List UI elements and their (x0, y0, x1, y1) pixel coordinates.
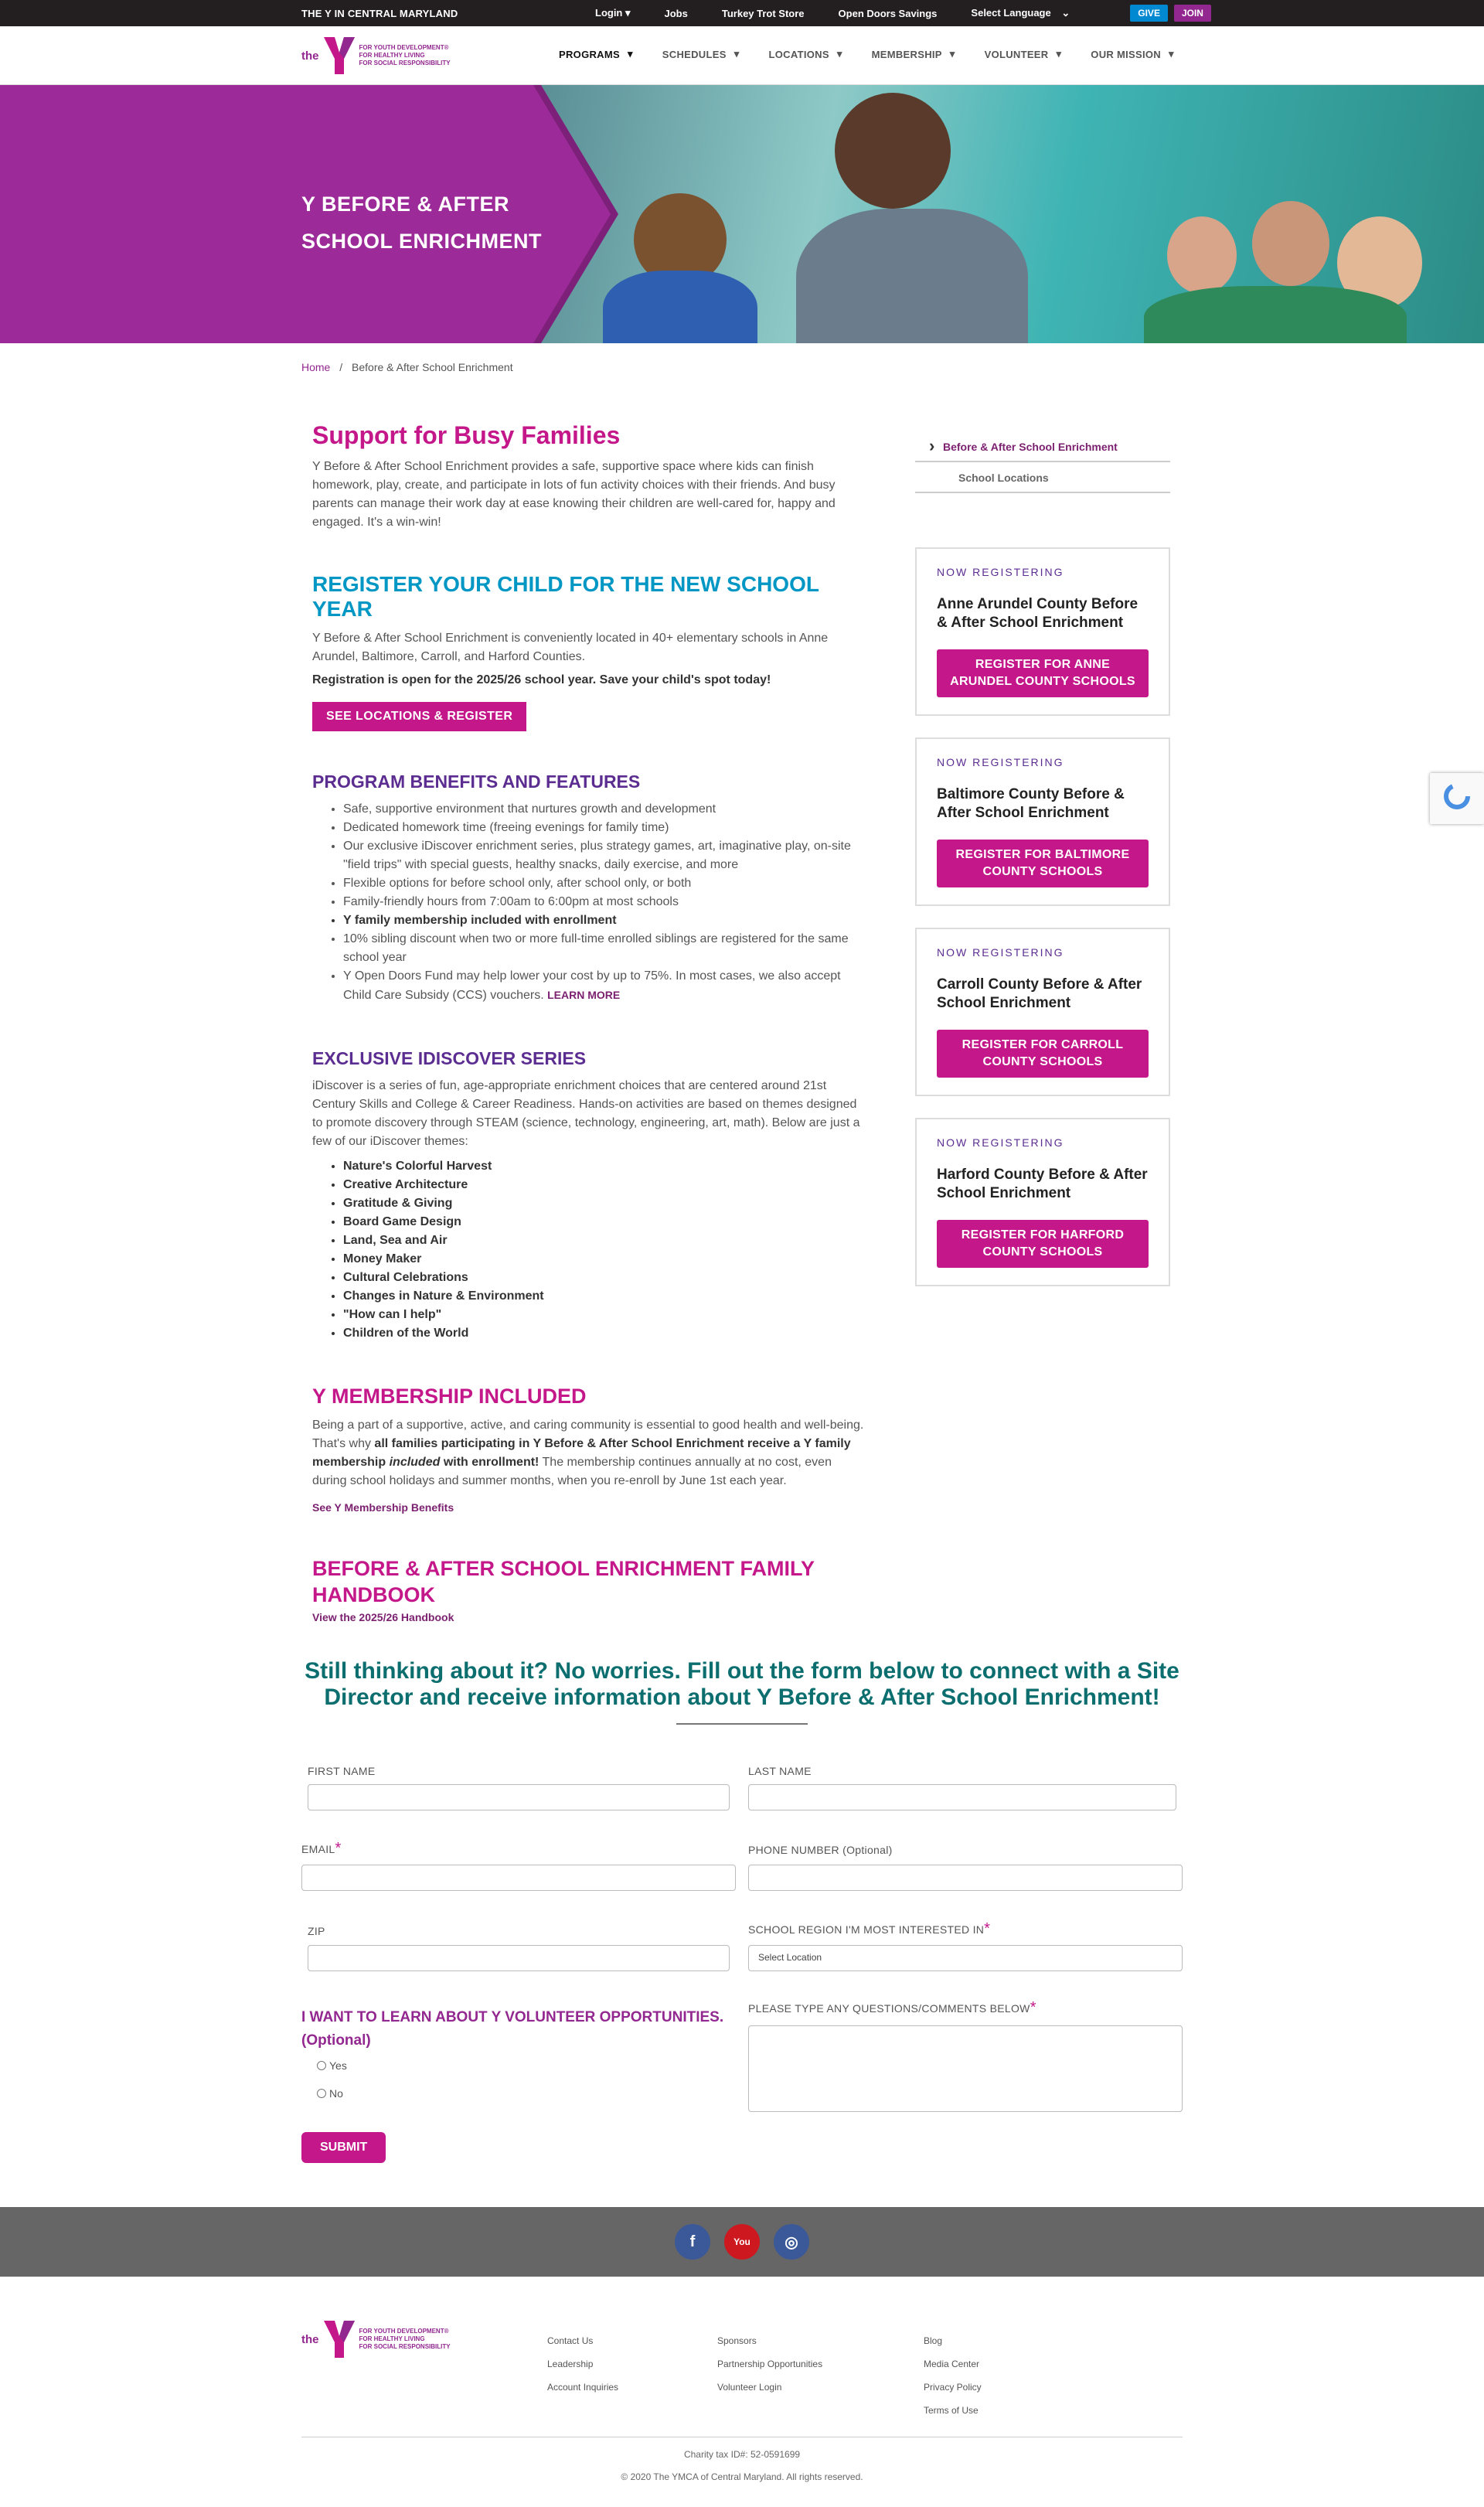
region-select[interactable]: Select Location (748, 1945, 1183, 1971)
savings-link[interactable]: Open Doors Savings (838, 7, 938, 19)
membership-title: Y MEMBERSHIP INCLUDED (312, 1385, 587, 1408)
nav-locations[interactable] (769, 48, 842, 60)
card-status: NOW REGISTERING (937, 566, 1064, 578)
jobs-link[interactable]: Jobs (664, 7, 688, 19)
nav-volunteer[interactable] (985, 48, 1062, 60)
open-doors-text: Y Open Doors Fund may help lower your cost by up to 75%. In most cases, we also accept Child Care Subsidy (CCS) vouchers. (343, 969, 841, 1002)
top-utility-bar (0, 0, 1484, 26)
membership-text-2: The membership continues annually at no cost, even during school holidays and summer months, when you re-enroll by June 1st each year. (312, 1456, 832, 1487)
list-item: • Nature's Colorful Harvest (343, 1157, 869, 1176)
list-item: • Children of the World (343, 1324, 869, 1343)
social-bar (0, 2207, 1484, 2277)
list-item: • Land, Sea and Air (343, 1231, 869, 1250)
caret-down-icon: ▾ (836, 48, 842, 60)
email-label (301, 1840, 342, 1858)
benefits-list (343, 800, 869, 1005)
breadcrumb-current: Before & After School Enrichment (352, 361, 513, 373)
radio-circle-icon (317, 2089, 326, 2098)
list-item: • Safe, supportive environment that nurtures growth and development (343, 800, 869, 819)
main-header (0, 26, 1484, 85)
themes-list (343, 1157, 869, 1343)
membership-text (312, 1416, 869, 1490)
last-name-input[interactable] (748, 1784, 1176, 1810)
nav-label: VOLUNTEER (984, 48, 1049, 60)
membership-bold-1: all families participating in Y Before & After School Enrichment receive a Y family membership (312, 1437, 851, 1469)
footer-link-partnership[interactable]: Partnership Opportunities (717, 2359, 823, 2369)
first-name-input[interactable] (308, 1784, 730, 1810)
see-locations-register-button[interactable]: SEE LOCATIONS & REGISTER (312, 702, 526, 731)
list-item: • Family-friendly hours from 7:00am to 6:00pm at most schools (343, 893, 869, 911)
volunteer-yes-radio[interactable] (317, 2059, 347, 2072)
footer-link-contact[interactable]: Contact Us (547, 2335, 594, 2346)
nav-membership[interactable] (872, 48, 955, 60)
recaptcha-badge[interactable] (1430, 773, 1484, 824)
phone-label: PHONE NUMBER (Optional) (748, 1844, 893, 1856)
register-card-baltimore (915, 737, 1170, 906)
register-title: REGISTER YOUR CHILD FOR THE NEW SCHOOL YEAR (312, 572, 819, 621)
card-title: Anne Arundel County Before & After School Enrichment (937, 596, 1139, 631)
language-select[interactable] (971, 7, 1104, 19)
main-nav (559, 48, 1203, 60)
list-item: • Changes in Nature & Environment (343, 1287, 869, 1306)
register-card-harford (915, 1118, 1170, 1286)
photo-person (796, 209, 1028, 343)
register-card-carroll (915, 928, 1170, 1096)
idiscover-text: iDiscover is a series of fun, age-appropriate enrichment choices that are centered around 21st Century Skills and College & Career Readiness. Hands-on activities are based on themes designed to promote discovery through STEAM (science, technology, engineering, art, math). Below are just a few of our iDiscover themes: (312, 1079, 860, 1148)
store-link[interactable]: Turkey Trot Store (721, 7, 805, 19)
top-brand-text: THE Y IN CENTRAL MARYLAND (301, 7, 458, 19)
logo-the: the (301, 2332, 319, 2346)
nav-label: PROGRAMS (559, 48, 620, 60)
radio-label: Yes (329, 2059, 347, 2072)
comments-textarea[interactable] (748, 2025, 1183, 2112)
membership-bold-2: with enrollment! (440, 1456, 539, 1469)
hero-banner (0, 85, 1484, 343)
caret-down-icon: ▾ (627, 48, 633, 60)
tagline-3: FOR SOCIAL RESPONSIBILITY (359, 60, 451, 66)
membership-text-1: Being a part of a supportive, active, and caring community is essential to good health and well-being. That's why (312, 1419, 864, 1450)
y-logo-icon (322, 2319, 356, 2359)
recaptcha-icon (1441, 781, 1472, 812)
sidebar-item-school-locations[interactable]: School Locations (915, 462, 1170, 493)
main-content (312, 421, 869, 1625)
required-mark: * (335, 1840, 342, 1857)
last-name-label: LAST NAME (748, 1765, 812, 1777)
required-mark: * (1030, 1999, 1036, 2016)
footer-col-1 (547, 2329, 618, 2399)
card-status: NOW REGISTERING (937, 756, 1064, 768)
logo-tagline (359, 44, 451, 67)
photo-person (835, 93, 951, 209)
hero-title-line1: Y BEFORE & AFTER (301, 192, 510, 216)
caret-down-icon: ▾ (733, 48, 740, 60)
form-divider (676, 1723, 808, 1725)
footer-link-media[interactable]: Media Center (924, 2359, 980, 2369)
tagline-2: FOR HEALTHY LIVING (359, 2335, 425, 2342)
nav-schedules[interactable] (662, 48, 740, 60)
radio-circle-icon (317, 2061, 326, 2070)
list-item: • Our exclusive iDiscover enrichment series, plus strategy games, art, imaginative play, on-site "field trips" with special guests, healthy snacks, daily exercise, and more (343, 837, 869, 874)
nav-label: LOCATIONS (768, 48, 829, 60)
sidebar-nav (915, 433, 1170, 493)
register-harford-button[interactable]: REGISTER FOR HARFORD COUNTY SCHOOLS (937, 1220, 1149, 1268)
card-title: Baltimore County Before & After School Enrichment (937, 786, 1125, 821)
instagram-icon[interactable]: ◎ (774, 2224, 809, 2260)
list-item: • "How can I help" (343, 1306, 869, 1324)
list-item: • Flexible options for before school only, after school only, or both (343, 874, 869, 893)
footer-link-sponsors[interactable]: Sponsors (717, 2335, 757, 2346)
footer-link-volunteer-login[interactable]: Volunteer Login (717, 2382, 782, 2393)
register-card-anne-arundel (915, 547, 1170, 716)
hero-title (301, 186, 542, 260)
ymca-logo[interactable] (301, 36, 451, 76)
nav-label: MEMBERSHIP (871, 48, 942, 60)
nav-programs[interactable] (559, 48, 633, 60)
photo-person (1167, 216, 1237, 294)
caret-down-icon: ▾ (1169, 48, 1174, 60)
language-label: Select Language (971, 7, 1051, 19)
footer-col-3 (924, 2329, 982, 2422)
list-item: • Y family membership included with enrollment (343, 911, 869, 930)
footer-link-leadership[interactable]: Leadership (547, 2359, 594, 2369)
email-label-text: EMAIL (301, 1843, 335, 1855)
learn-more-link[interactable]: LEARN MORE (547, 989, 621, 1001)
youtube-icon[interactable]: You (724, 2224, 760, 2260)
first-name-label: FIRST NAME (308, 1765, 376, 1777)
footer-link-blog[interactable]: Blog (924, 2335, 943, 2346)
tagline-2: FOR HEALTHY LIVING (359, 52, 425, 59)
utility-links (595, 5, 1217, 22)
photo-person (603, 271, 757, 343)
tagline-1: FOR YOUTH DEVELOPMENT® (359, 2328, 449, 2335)
sidebar (915, 433, 1170, 1308)
footer-link-privacy[interactable]: Privacy Policy (924, 2382, 982, 2393)
footer-logo[interactable] (301, 2319, 451, 2359)
logo-the: the (301, 49, 319, 63)
logo-tagline (359, 2328, 451, 2351)
footer-link-account[interactable]: Account Inquiries (547, 2382, 619, 2393)
tagline-3: FOR SOCIAL RESPONSIBILITY (359, 2343, 451, 2350)
list-item: • Dedicated homework time (freeing evenings for family time) (343, 819, 869, 837)
benefits-title: PROGRAM BENEFITS AND FEATURES (312, 772, 641, 792)
submit-button[interactable]: SUBMIT (301, 2132, 386, 2163)
required-mark: * (984, 1920, 991, 1937)
card-status: NOW REGISTERING (937, 1136, 1064, 1149)
volunteer-no-radio[interactable] (317, 2087, 343, 2100)
list-item: • 10% sibling discount when two or more full-time enrolled siblings are registered for the same school year (343, 930, 869, 967)
support-title: Support for Busy Families (312, 421, 621, 449)
footer-link-terms[interactable]: Terms of Use (924, 2405, 979, 2416)
hero-photo (541, 85, 1484, 343)
photo-person (1144, 286, 1407, 343)
caret-down-icon: ▾ (949, 48, 955, 60)
tagline-1: FOR YOUTH DEVELOPMENT® (359, 44, 449, 51)
list-item: • Money Maker (343, 1250, 869, 1269)
register-text: Y Before & After School Enrichment is conveniently located in 40+ elementary schools in Anne Arundel, Baltimore, Carroll, and Harford Counties. (312, 632, 829, 663)
chevron-down-icon: ⌄ (1061, 7, 1070, 19)
footer (0, 2277, 1484, 2507)
nav-label: OUR MISSION (1091, 48, 1161, 60)
list-item: • Creative Architecture (343, 1176, 869, 1194)
breadcrumb (301, 361, 513, 373)
card-status: NOW REGISTERING (937, 946, 1064, 959)
comments-label-text: PLEASE TYPE ANY QUESTIONS/COMMENTS BELOW (748, 2002, 1030, 2015)
register-baltimore-button[interactable]: REGISTER FOR BALTIMORE COUNTY SCHOOLS (937, 840, 1149, 887)
region-label-text: SCHOOL REGION I'M MOST INTERESTED IN (748, 1923, 985, 1936)
copyright: © 2020 The YMCA of Central Maryland. All rights reserved. (621, 2471, 863, 2482)
list-item: • Gratitude & Giving (343, 1194, 869, 1213)
handbook-title: BEFORE & AFTER SCHOOL ENRICHMENT FAMILY HANDBOOK (312, 1557, 815, 1606)
radio-label: No (329, 2087, 343, 2100)
sidebar-spacer (915, 493, 1170, 547)
facebook-icon[interactable]: f (675, 2224, 710, 2260)
footer-col-2 (717, 2329, 822, 2399)
zip-label: ZIP (308, 1925, 325, 1937)
comments-label (748, 1999, 1036, 2017)
photo-person (1252, 201, 1329, 286)
email-input[interactable] (301, 1865, 736, 1891)
sidebar-item-before-after[interactable]: › Before & After School Enrichment (915, 433, 1170, 462)
join-button[interactable]: JOIN (1174, 5, 1211, 22)
membership-included: included (389, 1456, 441, 1469)
caret-down-icon: ▾ (1056, 48, 1062, 60)
zip-input[interactable] (308, 1945, 730, 1971)
y-logo-icon (322, 36, 356, 76)
idiscover-title: EXCLUSIVE IDISCOVER SERIES (312, 1048, 587, 1068)
card-title: Carroll County Before & After School Enrichment (937, 976, 1142, 1011)
login-link[interactable]: Login ▾ (595, 7, 631, 19)
membership-benefits-link[interactable]: See Y Membership Benefits (312, 1501, 454, 1514)
register-carroll-button[interactable]: REGISTER FOR CARROLL COUNTY SCHOOLS (937, 1030, 1149, 1078)
register-anne-arundel-button[interactable]: REGISTER FOR ANNE ARUNDEL COUNTY SCHOOLS (937, 649, 1149, 697)
nav-our-mission[interactable] (1091, 48, 1174, 60)
tax-id: Charity tax ID#: 52-0591699 (683, 2449, 801, 2460)
breadcrumb-separator: / (339, 361, 343, 373)
list-item: • Cultural Celebrations (343, 1269, 869, 1287)
give-button[interactable]: GIVE (1130, 5, 1168, 22)
breadcrumb-home[interactable]: Home (301, 361, 331, 373)
form-title: Still thinking about it? No worries. Fill out the form below to connect with a Site Director and receive information about Y Before & After School Enrichment! (305, 1658, 1179, 1710)
nav-label: SCHEDULES (662, 48, 727, 60)
list-item (343, 967, 869, 1005)
register-bold: Registration is open for the 2025/26 school year. Save your child's spot today! (312, 673, 771, 686)
contact-form-header (301, 1658, 1183, 1725)
hero-title-line2: SCHOOL ENRICHMENT (301, 230, 543, 253)
handbook-link[interactable]: View the 2025/26 Handbook (312, 1611, 454, 1623)
list-item: • Board Game Design (343, 1213, 869, 1231)
membership-italic (390, 1456, 441, 1469)
card-title: Harford County Before & After School Enrichment (937, 1167, 1148, 1201)
phone-input[interactable] (748, 1865, 1183, 1891)
support-text: Y Before & After School Enrichment provides a safe, supportive space where kids can finish homework, play, create, and participate in lots of fun activity choices with their friends. And busy parents can manage their work day at ease knowing their children are well-cared for, happy and engaged. It's a win-win! (312, 460, 836, 529)
volunteer-question: I WANT TO LEARN ABOUT Y VOLUNTEER OPPORTUNITIES. (Optional) (301, 2009, 724, 2049)
region-label (748, 1920, 990, 1938)
